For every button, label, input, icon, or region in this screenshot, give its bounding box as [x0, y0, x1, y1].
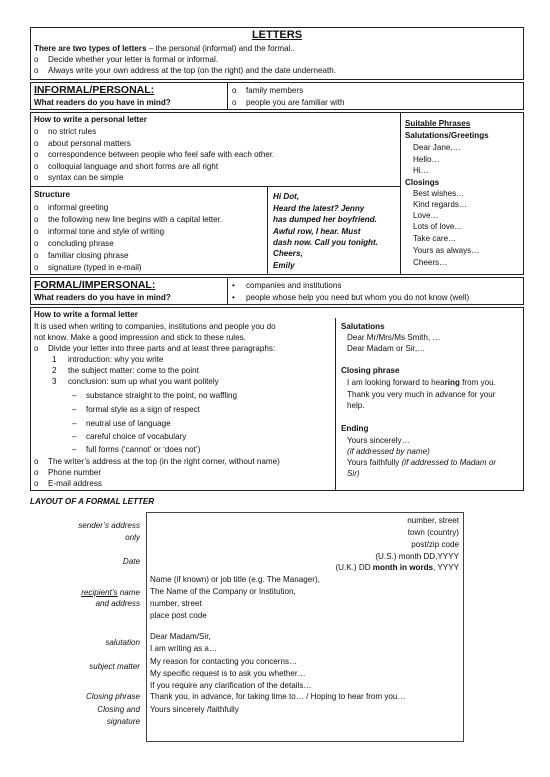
informal-how-item: o no strict rules	[34, 127, 97, 136]
closing-phrase-item: help.	[347, 401, 365, 410]
recipient-line: Name (if known) or job title (e.g. The Manager),	[150, 575, 320, 584]
formal-dash-item: – careful choice of vocabulary	[72, 432, 187, 441]
example-letter-line: Awful row, I hear. Must	[273, 227, 361, 236]
layout-heading: LAYOUT OF A FORMAL LETTER	[30, 497, 155, 506]
sender-address-line: post/zip code	[411, 540, 459, 549]
greeting-item: Dear Jane,…	[413, 143, 461, 152]
formal-how-title: How to write a formal letter	[34, 310, 138, 319]
subject-line: My specific request is to ask you whether…	[150, 669, 306, 678]
formal-tail-item: o The writer’s address at the top (in the right corner, without name)	[34, 457, 280, 466]
subject-label: subject matter	[89, 662, 140, 671]
example-letter-line: has dumped her boyfriend.	[273, 215, 377, 224]
closing-phrase-title: Closing phrase	[341, 366, 400, 375]
salutation-item: Dear Madam or Sir,…	[347, 344, 426, 353]
formal-divide: o Divide your letter into three parts and at least three paragraphs:	[34, 344, 276, 353]
example-letter-line: Cheers,	[273, 249, 303, 258]
sender-address-line: number, street	[407, 516, 459, 525]
intro-bullet: o Always write your own address at the top (on the right) and the date underneath.	[34, 66, 336, 75]
structure-item: o familiar closing phrase	[34, 251, 129, 260]
closing-phrase-item: Thank you very much in advance for your	[347, 390, 496, 399]
structure-item: o informal greeting	[34, 203, 109, 212]
date-label: Date	[122, 557, 140, 566]
formal-tail-item: o Phone number	[34, 468, 102, 477]
greeting-item: Hi…	[413, 166, 429, 175]
page-title: LETTERS	[251, 29, 303, 41]
signature-label: Closing and	[97, 705, 140, 714]
formal-dash-item: – formal style as a sign of respect	[72, 405, 200, 414]
informal-how-item: o about personal matters	[34, 139, 131, 148]
recipient-label: recipient’s name	[81, 588, 140, 597]
sender-label: sender’s address	[78, 521, 140, 530]
structure-item: o concluding phrase	[34, 239, 114, 248]
formal-part: 3 conclusion: sum up what you want politely	[52, 377, 219, 386]
informal-how-item: o correspondence between people who feel safe with each other.	[34, 150, 275, 159]
closing-line: Thank you, in advance, for taking time to… / Hoping to hear from you…	[150, 692, 406, 701]
example-letter-line: Hi Dot,	[273, 192, 300, 201]
informal-reader: o family members	[232, 86, 304, 95]
closing-item: Cheers…	[413, 258, 448, 267]
recipient-line: place post code	[150, 611, 207, 620]
greetings-title: Salutations/Greetings	[405, 131, 489, 140]
salutation-item: Dear Mr/Mrs/Ms Smith, …	[347, 333, 441, 342]
closing-item: Love…	[413, 211, 439, 220]
salutation-line: I am writing as a…	[150, 644, 218, 653]
signature-label: signature	[106, 717, 140, 726]
example-letter-line: Emily	[273, 261, 295, 270]
ending-item: (if addressed by name)	[347, 447, 430, 456]
greeting-item: Hello…	[413, 155, 440, 164]
salutations-title: Salutations	[341, 322, 385, 331]
formal-how-text: It is used when writing to companies, institutions and people you do	[34, 322, 276, 331]
signature-line: Yours sincerely /faithfully	[150, 705, 239, 714]
closing-item: Lots of love…	[413, 222, 463, 231]
structure-item: o informal tone and style of writing	[34, 227, 165, 236]
ending-item: Yours faithfully (if addressed to Madam or	[347, 458, 497, 467]
example-letter-line: dash now. Call you tonight.	[273, 238, 378, 247]
closing-item: Yours as always…	[413, 246, 480, 255]
formal-tail-item: o E-mail address	[34, 479, 102, 488]
sender-label: only	[125, 533, 140, 542]
recipient-line: The Name of the Company or Institution,	[150, 587, 296, 596]
formal-dash-item: – substance straight to the point, no waffling	[72, 391, 238, 400]
recipient-label: and address	[95, 599, 140, 608]
date-uk: (U.K.) DD month in words, YYYY	[335, 563, 459, 572]
informal-how-item: o syntax can be simple	[34, 173, 124, 182]
informal-how-item: o colloquial language and short forms are all right	[34, 162, 219, 171]
intro-heading: There are two types of letters – the personal (informal) and the formal..	[34, 44, 295, 53]
closing-item: Take care…	[413, 234, 457, 243]
closing-label: Closing phrase	[86, 692, 140, 701]
formal-reader: • companies and institutions	[232, 281, 342, 290]
subject-line: My reason for contacting you concerns…	[150, 657, 298, 666]
informal-question: What readers do you have in mind?	[34, 98, 171, 107]
closing-item: Best wishes…	[413, 189, 465, 198]
structure-title: Structure	[34, 190, 70, 199]
informal-reader: o people you are familiar with	[232, 98, 345, 107]
formal-dash-item: – neutral use of language	[72, 419, 171, 428]
informal-label: INFORMAL/PERSONAL:	[34, 84, 155, 96]
subject-line: If you require any clarification of the details…	[150, 681, 312, 690]
closing-phrase-item: I am looking forward to hearing from you.	[347, 378, 496, 387]
closings-title: Closings	[405, 178, 440, 187]
formal-part: 2 the subject matter: come to the point	[52, 366, 199, 375]
formal-how-text: not know. Make a good impression and stick to these rules.	[34, 333, 246, 342]
formal-reader: • people whose help you need but whom you do not know (well)	[232, 293, 470, 302]
phrases-title: Suitable Phrases	[405, 119, 471, 128]
structure-item: o signature (typed in e-mail)	[34, 263, 142, 272]
recipient-line: number, street	[150, 599, 202, 608]
formal-label: FORMAL/IMPERSONAL:	[34, 279, 156, 291]
closing-item: Kind regards…	[413, 200, 467, 209]
sender-address-line: town (country)	[407, 528, 459, 537]
date-us: (U.S.) month DD,YYYY	[375, 552, 459, 561]
formal-part: 1 introduction: why you write	[52, 355, 164, 364]
salutation-label: salutation	[105, 638, 140, 647]
ending-item: Sir)	[347, 469, 360, 478]
structure-item: o the following new line begins with a capital letter.	[34, 215, 223, 224]
ending-item: Yours sincerely…	[347, 436, 410, 445]
formal-dash-item: – full forms (‘cannot’ or ‘does not’)	[72, 445, 201, 454]
ending-title: Ending	[341, 424, 369, 433]
intro-bullet: o Decide whether your letter is formal or informal.	[34, 55, 219, 64]
formal-question: What readers do you have in mind?	[34, 293, 171, 302]
salutation-line: Dear Madam/Sir,	[150, 632, 211, 641]
informal-how-title: How to write a personal letter	[34, 115, 147, 124]
example-letter-line: Heard the latest? Jenny	[273, 204, 365, 213]
